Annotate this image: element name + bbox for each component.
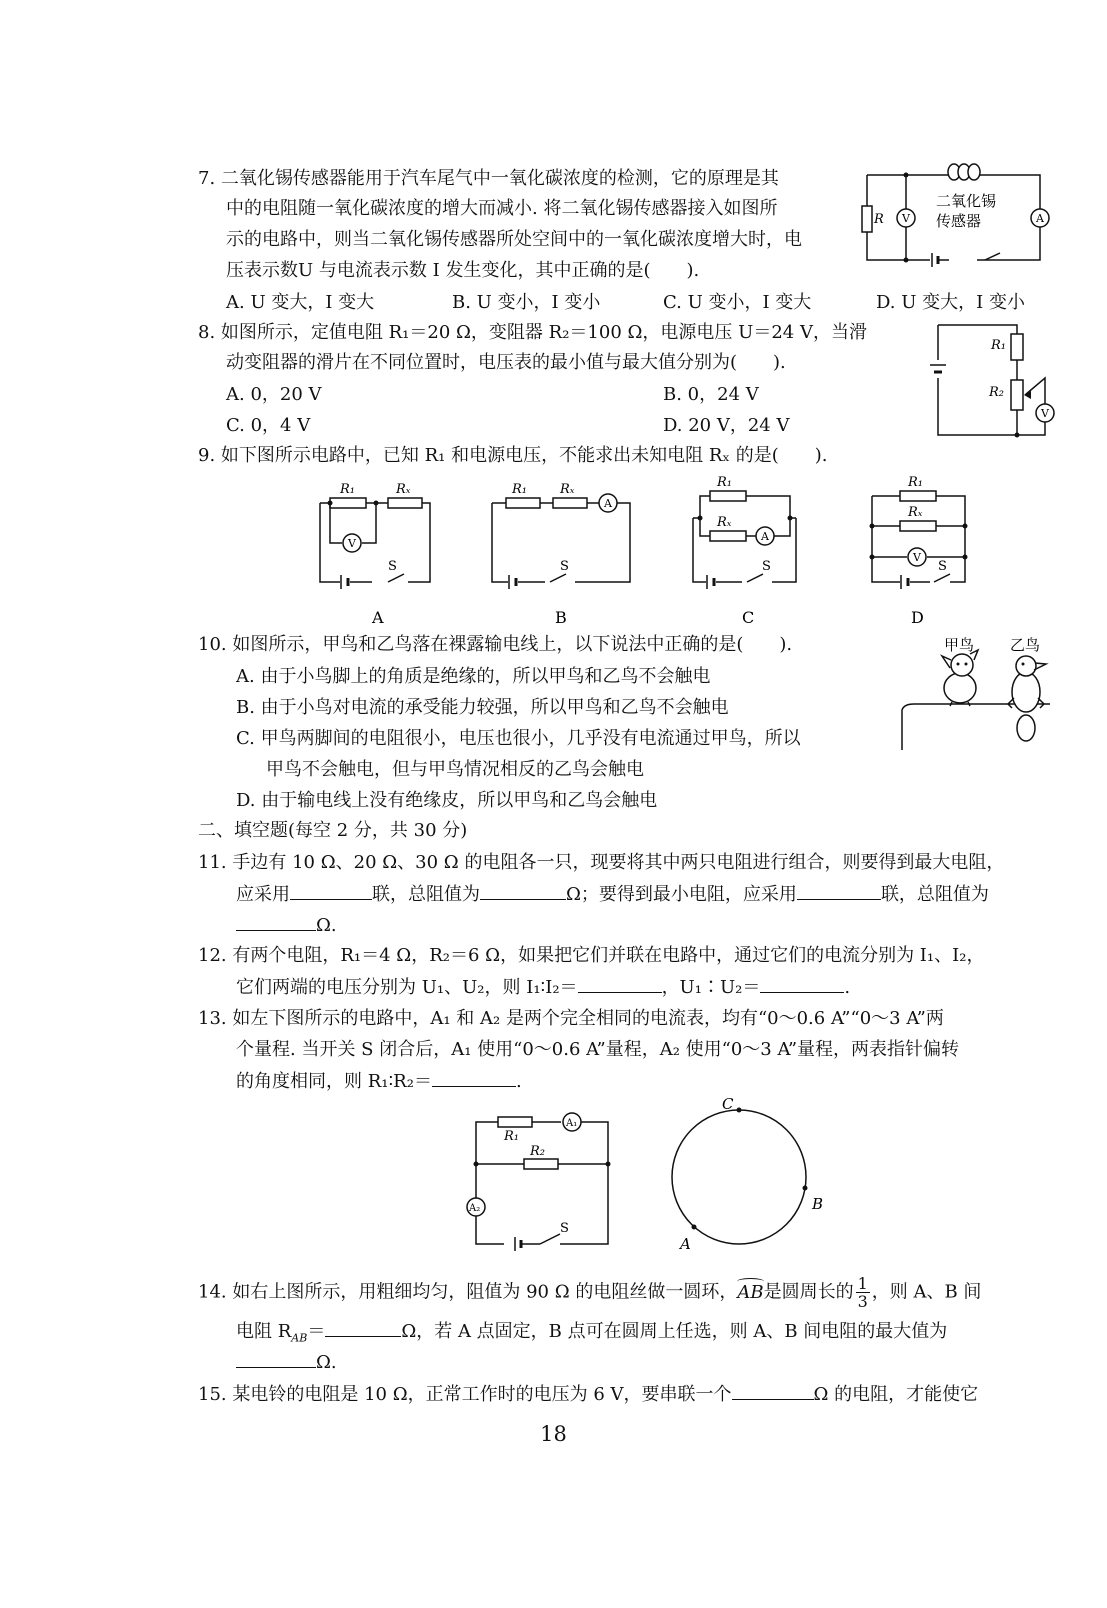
q14-blank-2[interactable] (236, 1349, 316, 1368)
q7-option-b: B. U 变小，I 变小 (452, 292, 601, 313)
q14-blank-1[interactable] (325, 1318, 401, 1337)
q14-text-b: 是圆周长的 (763, 1281, 854, 1303)
q8-circuit-figure (925, 320, 1065, 440)
q14-text-f: Ω，若 A 点固定，B 点可在圆周上任选，则 A、B 间电阻的最大值为 (401, 1321, 948, 1342)
q13-fig-a2-label: A₂ (469, 1203, 481, 1214)
q14-subscript: AB (291, 1331, 308, 1345)
q14-line-3 (236, 1349, 337, 1376)
q9-caption-a: A (372, 608, 384, 627)
q9c-rx-label: Rₓ (717, 515, 732, 530)
q7-fig-r-label: R (874, 212, 884, 227)
q15-line-1 (198, 1381, 978, 1408)
q14-text-e: ＝ (307, 1321, 326, 1342)
q12-text-c: . (844, 977, 851, 998)
q14-fig-c-label: C (722, 1095, 734, 1113)
q13-fig-switch-label: S (560, 1221, 569, 1236)
q13-blank-1[interactable] (432, 1068, 516, 1087)
q15-blank-1[interactable] (732, 1381, 814, 1400)
q7-line-2: 中的电阻随一氧化碳浓度的增大而减小. 将二氧化锡传感器接入如图所 (226, 198, 778, 219)
q14-fraction (856, 1275, 870, 1310)
q14-ring-figure (666, 1095, 836, 1255)
q9c-ammeter-label: A (761, 530, 769, 543)
q9a-switch-label: S (388, 559, 397, 574)
q7-fig-sensor-label-1: 二氧化锡 (936, 192, 997, 210)
q9b-ammeter-label: A (604, 497, 612, 510)
q10-option-c-1: C. 甲鸟两脚间的电阻很小，电压也很小，几乎没有电流通过甲鸟，所以 (236, 728, 801, 749)
page-number: 18 (540, 1422, 567, 1446)
q9-caption-b: B (555, 608, 567, 627)
q9-caption-c: C (742, 608, 755, 627)
q10-bird2-label: 乙鸟 (1010, 636, 1041, 654)
q9-line: 9. 如下图所示电路中，已知 R₁ 和电源电压，不能求出未知电阻 Rₓ 的是( ). (198, 445, 828, 466)
q14-text-g: Ω. (316, 1352, 337, 1373)
q11-blank-1[interactable] (290, 881, 372, 900)
q8-option-b: B. 0，24 V (663, 384, 759, 405)
q7-circuit-figure (860, 160, 1060, 270)
q8-fig-r1-label: R₁ (991, 338, 1006, 353)
q11-text-e: Ω. (316, 915, 337, 936)
q10-option-c-2: 甲鸟不会触电，但与甲鸟情况相反的乙鸟会触电 (266, 759, 644, 780)
q8-line-1: 8. 如图所示，定值电阻 R₁＝20 Ω，变阻器 R₂＝100 Ω，电源电压 U＝24 V，当滑 (198, 322, 867, 343)
q14-line-1 (198, 1275, 981, 1310)
q15-text-b: Ω 的电阻，才能使它 (813, 1384, 979, 1405)
q11-text-a: 应采用 (236, 884, 290, 905)
q10-bird1-label: 甲鸟 (944, 636, 975, 654)
q13-line-1: 13. 如左下图所示的电路中，A₁ 和 A₂ 是两个完全相同的电流表，均有“0～0.6 A”“0～3 A”两 (198, 1008, 944, 1029)
q12-blank-2[interactable] (760, 974, 844, 993)
q13-fig-r2-label: R₂ (530, 1144, 545, 1159)
q9b-r1-label: R₁ (512, 482, 527, 497)
q14-text-d: 电阻 R (236, 1321, 292, 1342)
q9a-voltmeter-label: V (348, 537, 356, 550)
q7-option-a: A. U 变大，I 变大 (226, 292, 375, 313)
q7-line-3: 示的电路中，则当二氧化锡传感器所处空间中的一氧化碳浓度增大时，电 (226, 229, 802, 250)
q11-line-2 (236, 881, 989, 908)
q9c-r1-label: R₁ (717, 475, 732, 490)
q8-option-d: D. 20 V，24 V (663, 415, 790, 436)
q13-line-3 (236, 1068, 522, 1095)
section-2-heading: 二、填空题(每空 2 分，共 30 分) (198, 820, 468, 841)
q9d-rx-label: Rₓ (908, 505, 923, 520)
q14-fig-a-label: A (680, 1235, 691, 1253)
q9-figures (310, 475, 990, 628)
q11-blank-4[interactable] (236, 912, 316, 931)
q12-line-2 (236, 974, 850, 1001)
q9a-r1-label: R₁ (340, 482, 355, 497)
q8-option-c: C. 0，4 V (226, 415, 311, 436)
q7-fig-ammeter-label: A (1036, 212, 1044, 225)
q9d-r1-label: R₁ (908, 475, 923, 490)
q8-line-2: 动变阻器的滑片在不同位置时，电压表的最小值与最大值分别为( ). (226, 352, 786, 373)
q8-fig-r2-label: R₂ (989, 385, 1004, 400)
q9a-rx-label: Rₓ (396, 482, 411, 497)
q10-line: 10. 如图所示，甲鸟和乙鸟落在裸露输电线上，以下说法中正确的是( ). (198, 634, 793, 655)
q7-fig-voltmeter-label: V (902, 212, 910, 225)
q7-option-d: D. U 变大，I 变小 (876, 292, 1025, 313)
q8-option-a: A. 0，20 V (226, 384, 322, 405)
q12-blank-1[interactable] (578, 974, 662, 993)
q9b-switch-label: S (560, 559, 569, 574)
q13-fig-a1-label: A₁ (566, 1118, 578, 1129)
q13-text-b: . (515, 1071, 522, 1092)
q10-option-b: B. 由于小鸟对电流的承受能力较强，所以甲鸟和乙鸟不会触电 (236, 697, 729, 718)
q14-fig-b-label: B (812, 1195, 824, 1213)
q8-fig-voltmeter-label: V (1041, 407, 1049, 420)
q14-fraction-denominator: 3 (857, 1292, 868, 1311)
q12-text-b: ，U₁∶U₂＝ (661, 977, 761, 998)
q12-line-1: 12. 有两个电阻，R₁＝4 Ω，R₂＝6 Ω，如果把它们并联在电路中，通过它们的电流分别为 I₁、I₂， (198, 945, 985, 966)
q9d-switch-label: S (938, 559, 947, 574)
q14-arc-label: AB (737, 1282, 763, 1303)
q10-option-a: A. 由于小鸟脚上的角质是绝缘的，所以甲鸟和乙鸟不会触电 (236, 666, 711, 687)
q13-text-a: 的角度相同，则 R₁∶R₂＝ (236, 1071, 432, 1092)
q11-blank-2[interactable] (480, 881, 566, 900)
q14-text-c: ，则 A、B 间 (871, 1281, 982, 1303)
q11-text-c: Ω；要得到最小电阻，应采用 (566, 884, 797, 905)
q13-circuit-figure (464, 1106, 624, 1256)
q9-caption-d: D (911, 608, 924, 627)
q11-blank-3[interactable] (797, 881, 881, 900)
q15-text-a: 15. 某电铃的电阻是 10 Ω，正常工作时的电压为 6 V，要串联一个 (198, 1384, 732, 1405)
q11-text-b: 联，总阻值为 (372, 884, 480, 905)
q14-text-a: 14. 如右上图所示，用粗细均匀，阻值为 90 Ω 的电阻丝做一圆环， (198, 1281, 738, 1303)
q7-fig-sensor-label-2: 传感器 (936, 212, 982, 230)
q7-option-c: C. U 变小，I 变大 (663, 292, 812, 313)
q11-line-1: 11. 手边有 10 Ω、20 Ω、30 Ω 的电阻各一只，现要将其中两只电阻进行组合，则要得到最大电阻， (198, 852, 1005, 873)
q13-line-2: 个量程. 当开关 S 闭合后，A₁ 使用“0～0.6 A”量程，A₂ 使用“0～3 A”量程，两表指针偏转 (236, 1039, 960, 1060)
q9c-switch-label: S (762, 559, 771, 574)
q9d-voltmeter-label: V (913, 551, 921, 564)
q14-line-2 (236, 1318, 947, 1352)
q11-text-d: 联，总阻值为 (880, 884, 989, 905)
q12-text-a: 它们两端的电压分别为 U₁、U₂，则 I₁∶I₂＝ (236, 977, 578, 998)
q10-birds-figure (900, 630, 1060, 755)
q9b-rx-label: Rₓ (560, 482, 575, 497)
q11-line-3 (236, 912, 337, 939)
q7-line-1: 7. 二氧化锡传感器能用于汽车尾气中一氧化碳浓度的检测，它的原理是其 (198, 168, 779, 189)
q14-fraction-numerator: 1 (857, 1274, 868, 1293)
q7-line-4: 压表示数U 与电流表示数 I 发生变化，其中正确的是( ). (226, 260, 700, 281)
q13-fig-r1-label: R₁ (504, 1129, 519, 1144)
q10-option-d: D. 由于输电线上没有绝缘皮，所以甲鸟和乙鸟会触电 (236, 790, 658, 811)
